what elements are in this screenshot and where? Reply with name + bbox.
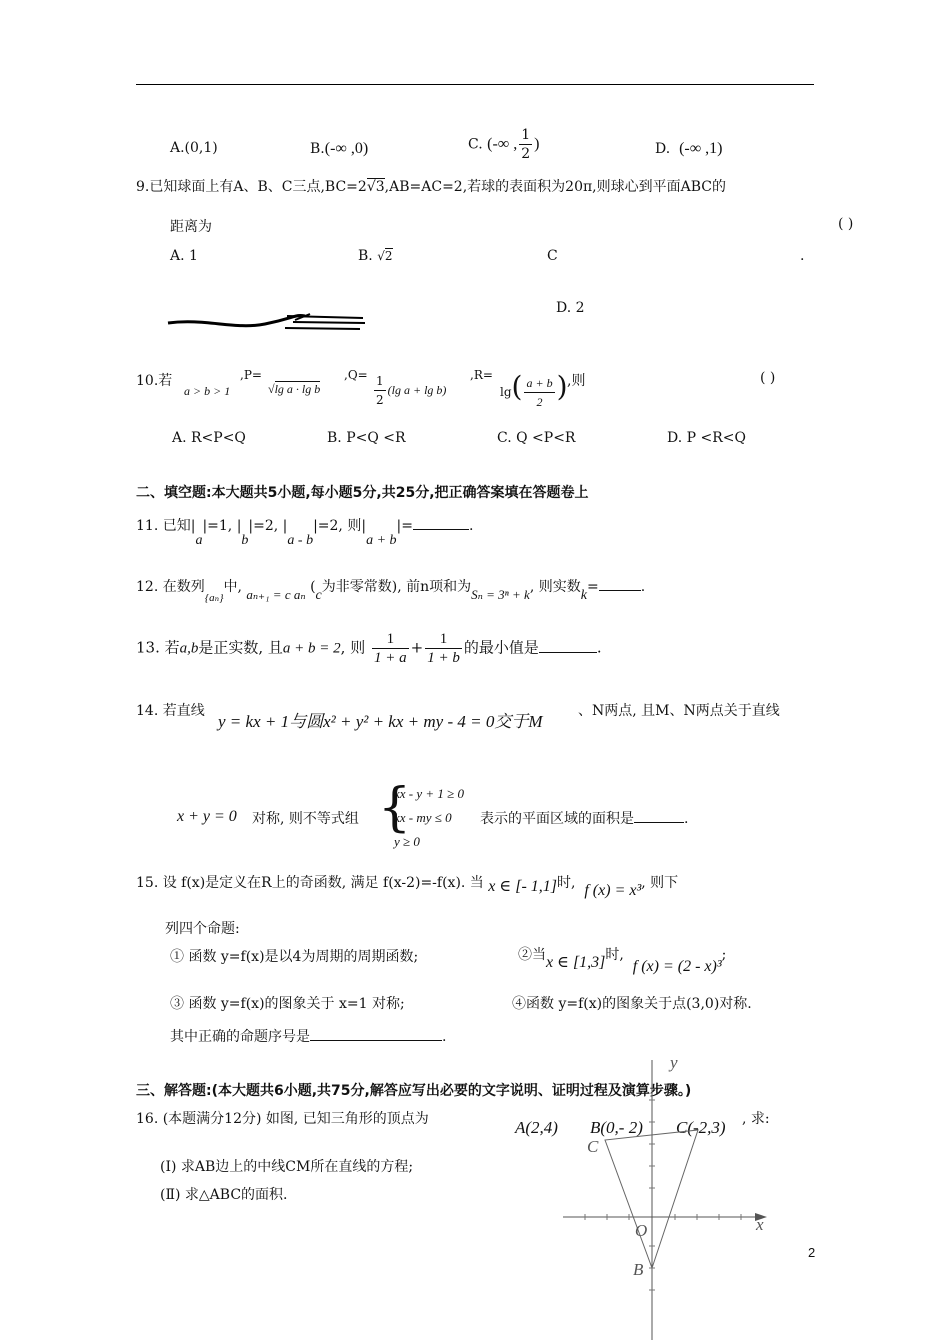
q10-answer-paren: ( )	[760, 370, 776, 386]
q14-line-eq: y = kx + 1与圆x² + y² + kx + my - 4 = 0交于M	[218, 712, 543, 731]
q13-line: 13. 若a,b是正实数, 且a + b = 2, 则 $\frac{1}{1 + a}$ + $\frac{1}{1 + b}$ 的最小值是 .	[136, 631, 602, 666]
page-number: 2	[808, 1245, 816, 1260]
q10-option-a: A. R<P<Q	[172, 430, 246, 446]
q14-answer-blank[interactable]	[634, 808, 684, 823]
q9-option-a: A. 1	[170, 248, 198, 264]
q10-q-expr: $\frac{1}{2}$ (lg a + lg b)	[376, 374, 447, 407]
q9-option-c: C	[547, 248, 558, 264]
q9-stem-line1: 9.已知球面上有A、B、C三点,BC=2√3,AB=AC=2,若球的表面积为20π,则球心到平面ABC的	[136, 179, 726, 195]
q11-answer-blank[interactable]	[413, 515, 469, 530]
q14-prefix: 14. 若直线	[136, 703, 205, 719]
q8-option-c: C. (-∞ , $\frac{1}{2}$ )	[468, 127, 540, 162]
x-axis-label: x	[756, 1215, 764, 1234]
q14-system: kx - y + 1 ≥ 0 kx - my ≤ 0 y ≥ 0	[394, 786, 465, 849]
q10-r-expr: lg( $\frac{a + b}{2}$ )	[500, 370, 568, 409]
origin-label: O	[635, 1221, 648, 1240]
q8-option-d: D. (-∞ ,1)	[655, 140, 723, 157]
section2-heading: 二、填空题:本大题共5小题,每小题5分,共25分,把正确答案填在答题卷上	[136, 485, 589, 501]
q9-answer-paren: ( )	[838, 216, 854, 232]
q10-option-d: D. P <R<Q	[667, 430, 746, 446]
q16-point-a: A(2,4)	[515, 1118, 558, 1137]
q9-option-c-dot: .	[800, 248, 805, 264]
q14-mid3: 表示的平面区域的面积是 .	[480, 808, 688, 828]
q14-brace: {	[378, 778, 412, 838]
q12-line: 12. 在数列$_{\{a_n\}}$中, aₙ₊₁ = c aₙ (c为非零常数), 前n项和为Sₙ = 3ⁿ + k, 则实数k= .	[136, 576, 645, 596]
q16-point-b: B(0,- 2)	[590, 1118, 643, 1137]
q8-option-b: B.(-∞ ,0)	[310, 140, 369, 157]
q10-r-label: ,R=	[470, 368, 493, 382]
axis-ticks	[585, 1100, 741, 1290]
q14-mid2: 对称, 则不等式组	[252, 811, 359, 827]
vertex-b-label: B	[633, 1260, 644, 1279]
q15-line1: 15. 设 f(x)是定义在R上的奇函数, 满足 f(x-2)=-f(x). 当 x ∈ [- 1,1]时, f (x) = x³, 则下	[136, 875, 679, 899]
q16-point-c: C(-2,3)	[676, 1118, 726, 1137]
q9-stem-line2: 距离为	[170, 219, 212, 235]
q10-p-expr: √lg a · lg b	[268, 382, 321, 396]
q10-suffix: ,则	[567, 373, 586, 389]
q10-q-label: ,Q=	[344, 368, 368, 382]
q15-prop3: ③ 函数 y=f(x)的图象关于 x=1 对称;	[170, 996, 405, 1012]
q15-prop1: ① 函数 y=f(x)是以4为周期的周期函数;	[170, 949, 419, 965]
q10-condition: a > b > 1	[184, 384, 231, 398]
q13-answer-blank[interactable]	[539, 638, 597, 653]
q15-answer-line: 其中正确的命题序号是 .	[170, 1026, 446, 1046]
triangle-figure	[555, 1060, 780, 1344]
header-rule	[136, 84, 814, 85]
q10-option-b: B. P<Q <R	[327, 430, 406, 446]
q10-prefix: 10.若	[136, 373, 173, 389]
q16-part2: (Ⅱ) 求△ABC的面积.	[160, 1187, 288, 1203]
q10-p-label: ,P=	[240, 368, 262, 382]
section3-heading: 三、解答题:(本大题共6小题,共75分,解答应写出必要的文字说明、证明过程及演算步骤。)	[136, 1083, 692, 1099]
q16-suffix: , 求:	[742, 1111, 770, 1127]
q15-prop2: ②当x ∈ [1,3]时, f (x) = (2 - x)³;	[518, 947, 727, 975]
q9-option-d: D. 2	[556, 300, 585, 316]
q14-mid: 、N两点, 且M、N两点关于直线	[578, 703, 780, 719]
q15-line2: 列四个命题:	[165, 921, 240, 937]
q12-answer-blank[interactable]	[599, 576, 641, 591]
y-axis-label: y	[670, 1060, 678, 1072]
q16-stem: 16. (本题满分12分) 如图, 已知三角形的顶点为	[136, 1111, 429, 1127]
vertex-c-label: C	[587, 1137, 599, 1156]
scribble-artifact	[165, 308, 375, 332]
q16-part1: (Ⅰ) 求AB边上的中线CM所在直线的方程;	[160, 1159, 414, 1175]
q10-option-c: C. Q <P<R	[497, 430, 576, 446]
q8-option-a: A.(0,1)	[170, 140, 218, 156]
q14-sym-line: x + y = 0	[177, 808, 237, 825]
q11-line: 11. 已知|a|=1, |b|=2, |a - b|=2, 则|a + b|= .	[136, 515, 473, 535]
q15-prop4: ④函数 y=f(x)的图象关于点(3,0)对称.	[512, 996, 752, 1012]
q15-answer-blank[interactable]	[310, 1026, 442, 1041]
q9-option-b: B. √2	[358, 248, 393, 264]
